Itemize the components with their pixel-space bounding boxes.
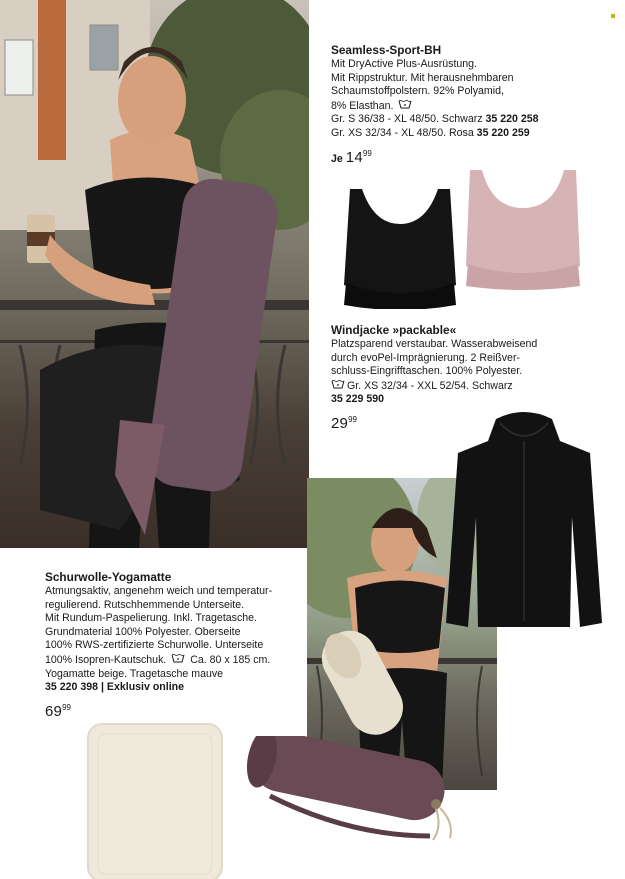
bra-line: Schaumstoffpolstern. 92% Polyamid, [331,85,504,98]
price-cents: 99 [348,414,357,424]
yoga-mat-product [86,722,226,879]
lifestyle-photo-main [0,0,309,548]
mat-price [45,701,305,721]
mat-size-text: Ca. 80 x 185 cm. [190,653,271,666]
bra-title: Seamless-Sport-BH [331,43,442,57]
mat-line-isopren [45,653,305,668]
mat-line: 100% RWS-zertifizierte Schurwolle. Unterseite [45,639,264,652]
bra-line-elasthan [331,99,611,114]
bra-description [331,43,611,166]
bra-product-black [338,183,462,309]
bra-size-text: Gr. XS 32/34 - XL 48/50. Rosa [331,126,474,139]
jacket-article-number: 35 229 590 [331,393,385,406]
washing-symbol-icon [331,379,345,394]
bra-product-rosa [466,166,580,290]
price-main: 69 [45,702,63,720]
yoga-bag-product [240,736,465,848]
mat-line: Grundmaterial 100% Polyester. Oberseite [45,625,241,638]
washing-symbol-icon [398,99,412,114]
mat-description [45,570,305,720]
price-main: 29 [331,414,349,432]
jacket-size-line [331,379,611,394]
bra-size-line [331,127,611,141]
mat-article-line [45,681,305,695]
separator: | [100,681,104,694]
bra-line: Mit DryActive Plus-Ausrüstung. [331,58,478,70]
corner-mark [611,14,615,18]
jacket-product [444,411,604,633]
bra-price [331,147,611,167]
mat-line: Atmungsaktiv, angenehm weich und temperatur- [45,585,273,597]
washing-symbol-icon [171,653,185,668]
bra-article-number: 35 220 258 [485,113,539,126]
lifestyle-illustration [0,0,309,548]
mat-line: Mit Rundum-Paspelierung. Inkl. Tragetasche. [45,612,257,625]
mat-isopren-text: 100% Isopren-Kautschuk. [45,653,167,666]
bra-size-line [331,113,611,127]
bra-article-number: 35 220 259 [476,126,530,139]
jacket-title: Windjacke »packable« [331,323,457,337]
price-main: 14 [345,148,363,166]
mat-article-number: 35 220 398 [45,681,99,694]
price-cents: 99 [62,702,71,712]
mat-line-colors: Yogamatte beige. Tragetasche mauve [45,667,224,680]
mat-line: regulierend. Rutschhemmende Unterseite. [45,598,245,611]
bra-line: Mit Rippstruktur. Mit herausnehmbaren [331,71,514,84]
jacket-line: schluss-Eingrifftaschen. 100% Polyester. [331,365,523,378]
jacket-size-text: Gr. XS 32/34 - XXL 52/54. Schwarz [347,379,513,392]
exclusive-online-label: Exklusiv online [106,681,185,694]
jacket-line: Platzsparend verstaubar. Wasserabweisend [331,338,538,350]
price-cents: 99 [362,148,372,158]
price-prefix: Je [331,152,343,165]
mat-title: Schurwolle-Yogamatte [45,570,172,584]
jacket-line: durch evoPel-Imprägnierung. 2 Reißver- [331,351,521,364]
bra-size-text: Gr. S 36/38 - XL 48/50. Schwarz [331,113,483,126]
bra-elasthan-text: 8% Elasthan. [331,99,394,112]
